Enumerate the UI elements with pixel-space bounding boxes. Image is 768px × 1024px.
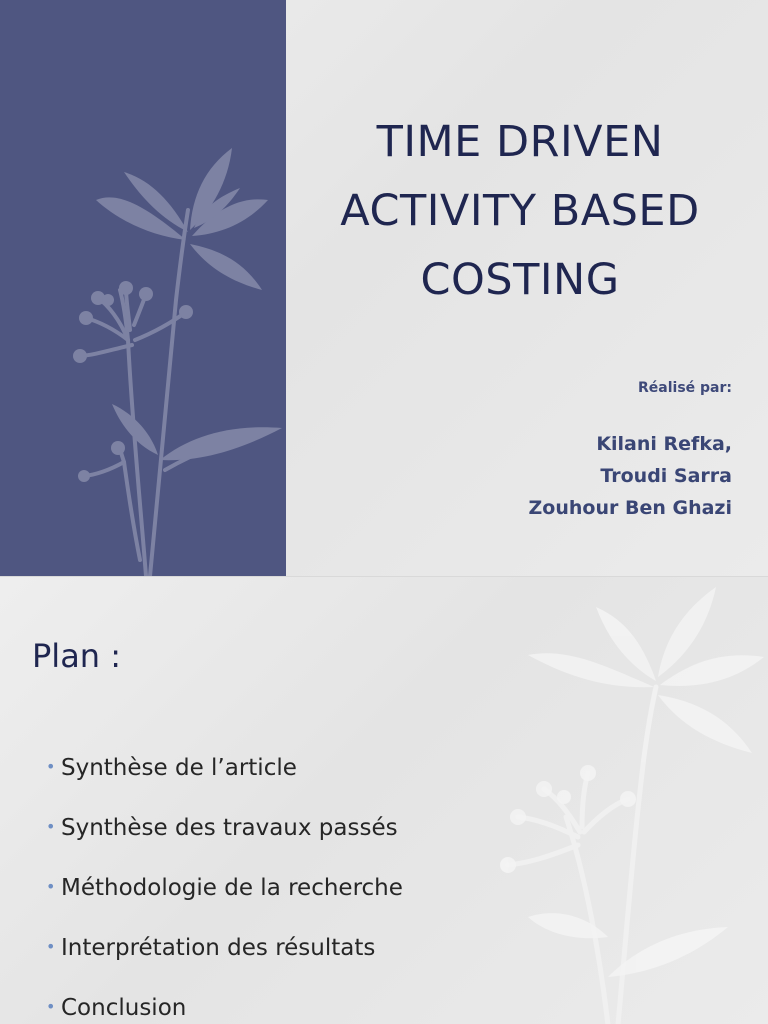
list-item xyxy=(46,875,403,935)
author-name: Kilani Refka, xyxy=(596,433,732,455)
list-item-text: Synthèse des travaux passés xyxy=(61,815,398,841)
realise-label: Réalisé par: xyxy=(638,380,732,396)
bullet-icon: • xyxy=(46,877,56,896)
plant-illustration-icon xyxy=(0,0,286,576)
list-item-text: Conclusion xyxy=(61,995,187,1021)
bullet-icon: • xyxy=(46,937,56,956)
plan-slide xyxy=(0,576,768,1024)
list-item-text: Interprétation des résultats xyxy=(61,935,376,961)
author-name: Troudi Sarra xyxy=(600,465,732,487)
list-item-text: Méthodologie de la recherche xyxy=(61,875,403,901)
slide-title xyxy=(300,108,740,315)
authors-list xyxy=(529,428,732,524)
side-panel xyxy=(0,0,286,576)
list-item xyxy=(46,755,403,815)
bullet-icon: • xyxy=(46,997,56,1016)
title-line: ACTIVITY BASED xyxy=(340,186,700,236)
plant-watermark-icon xyxy=(468,577,768,1024)
list-item xyxy=(46,935,403,995)
title-line: TIME DRIVEN xyxy=(376,117,664,167)
list-item xyxy=(46,995,403,1024)
plan-list xyxy=(46,755,403,1024)
author-name: Zouhour Ben Ghazi xyxy=(528,497,732,519)
bullet-icon: • xyxy=(46,817,56,836)
list-item-text: Synthèse de l’article xyxy=(61,755,297,781)
bullet-icon: • xyxy=(46,757,56,776)
list-item xyxy=(46,815,403,875)
title-line: COSTING xyxy=(420,255,620,305)
plan-title: Plan : xyxy=(32,637,122,675)
